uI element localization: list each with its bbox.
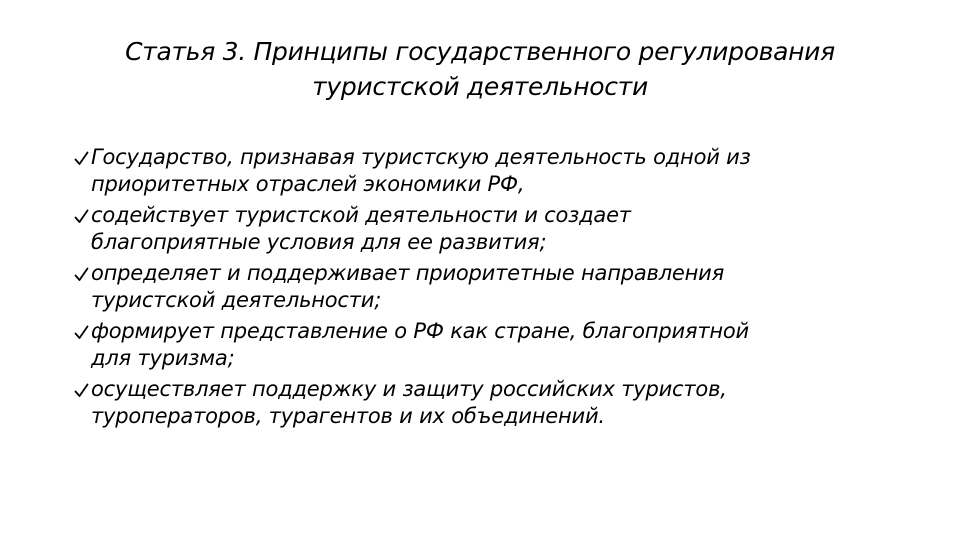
slide-title <box>60 34 900 104</box>
list-item-line: для туризма; <box>91 346 235 370</box>
list-item <box>74 144 894 198</box>
list-item-text <box>91 318 749 372</box>
list-item-line: определяет и поддерживает приоритетные направления <box>91 261 725 285</box>
list-item-text <box>91 202 631 256</box>
list-item-line: приоритетных отраслей экономики РФ, <box>91 172 525 196</box>
list-item <box>74 202 894 256</box>
list-item-line: благоприятные условия для ее развития; <box>91 230 547 254</box>
list-item-line: осуществляет поддержку и защиту российских туристов, <box>91 377 727 401</box>
list-item-line: содействует туристской деятельности и создает <box>91 203 631 227</box>
list-item-text <box>91 376 727 430</box>
list-item <box>74 318 894 372</box>
list-item <box>74 376 894 430</box>
title-line-2: туристской деятельности <box>312 72 648 101</box>
list-item-line: формирует представление о РФ как стране, благоприятной <box>91 319 750 343</box>
list-item <box>74 260 894 314</box>
principles-list <box>74 144 894 434</box>
checkmark-icon <box>74 318 91 346</box>
list-item-line: туристской деятельности; <box>91 288 382 312</box>
checkmark-icon <box>74 260 91 288</box>
checkmark-icon <box>74 202 91 230</box>
checkmark-icon <box>74 376 91 404</box>
list-item-text <box>91 260 724 314</box>
checkmark-icon <box>74 144 91 172</box>
list-item-text <box>91 144 751 198</box>
list-item-line: туроператоров, турагентов и их объединений. <box>91 404 605 428</box>
list-item-line: Государство, признавая туристскую деятельность одной из <box>91 145 751 169</box>
title-line-1: Статья 3. Принципы государственного регулирования <box>125 37 835 66</box>
